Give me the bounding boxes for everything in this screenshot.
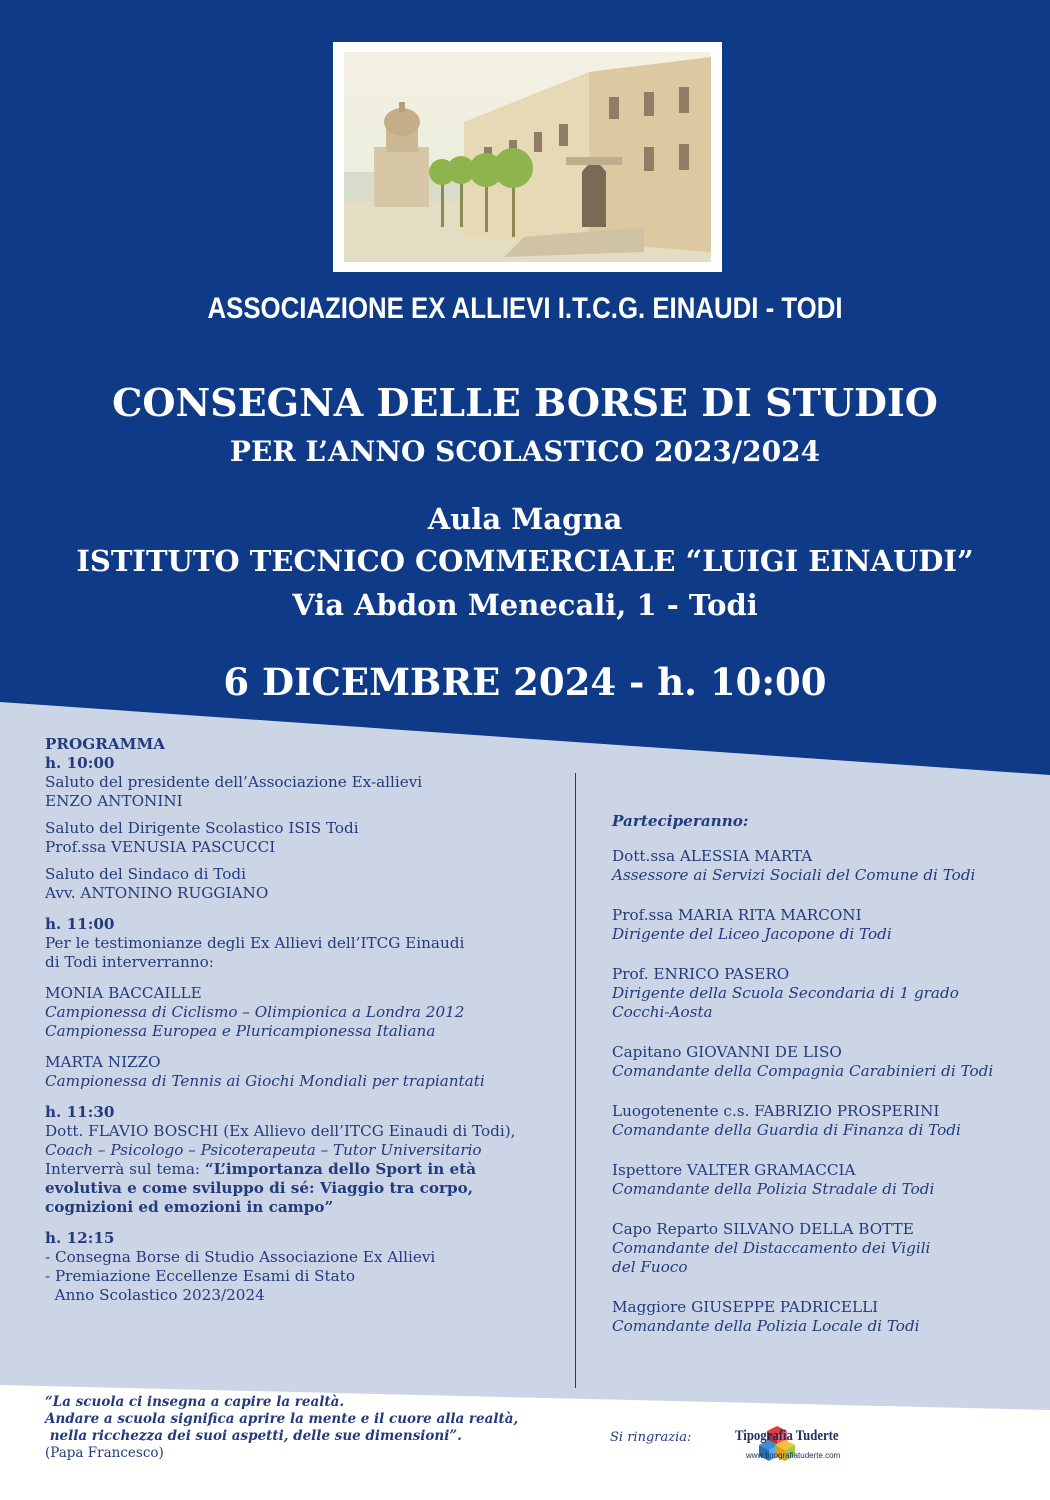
participant-name: Maggiore GIUSEPPE PADRICELLI <box>612 1298 879 1316</box>
participant-name: Prof. ENRICO PASERO <box>612 965 790 983</box>
program-text: ENZO ANTONINI <box>45 792 183 810</box>
quote-author: (Papa Francesco) <box>45 1445 164 1461</box>
participant-name: Prof.ssa MARIA RITA MARCONI <box>612 906 862 924</box>
participant <box>612 1220 1032 1277</box>
quote-line: nella ricchezza dei suoi aspetti, delle sue dimensioni”. <box>45 1428 462 1444</box>
venue-address: Via Abdon Menecali, 1 - Todi <box>292 588 758 622</box>
program-text: Coach – Psicologo – Psicoterapeuta – Tutor Universitario <box>45 1141 482 1159</box>
program-text: Saluto del Dirigente Scolastico ISIS Todi <box>45 819 359 837</box>
participant <box>612 906 1032 944</box>
participant-name: Ispettore VALTER GRAMACCIA <box>612 1161 856 1179</box>
program-text: Campionessa Europea e Pluricampionessa Italiana <box>45 1022 436 1040</box>
participant-role: Assessore ai Servizi Sociali del Comune di Todi <box>612 866 976 884</box>
sponsor-name: Tipografia Tuderte <box>735 1428 839 1444</box>
program-text: - Consegna Borse di Studio Associazione Ex Allievi <box>45 1248 436 1266</box>
program-text: Saluto del Sindaco di Todi <box>45 865 246 883</box>
program-text: - Premiazione Eccellenze Esami di Stato <box>45 1267 355 1285</box>
participant <box>612 965 1032 1022</box>
venue-school: ISTITUTO TECNICO COMMERCIALE “LUIGI EINAUDI” <box>76 544 974 578</box>
time-slot: h. 11:00 <box>45 915 115 933</box>
programma-heading: PROGRAMMA <box>45 735 166 753</box>
partecipanti-heading: Parteciperanno: <box>612 812 749 830</box>
program-text: Per le testimonianze degli Ex Allievi dell’ITCG Einaudi <box>45 934 465 952</box>
participant-role: Comandante del Distaccamento dei Vigili <box>612 1239 931 1257</box>
partecipanti-column <box>612 812 1032 1357</box>
program-text: Anno Scolastico 2023/2024 <box>45 1286 265 1304</box>
participant <box>612 1043 1032 1081</box>
sponsor-url: www.tipografiatuderte.com <box>746 1451 841 1460</box>
participant-name: Luogotenente c.s. FABRIZIO PROSPERINI <box>612 1102 940 1120</box>
participant-role: del Fuoco <box>612 1258 688 1276</box>
participant <box>612 1298 1032 1336</box>
program-text: Campionessa di Ciclismo – Olimpionica a Londra 2012 <box>45 1003 465 1021</box>
venue-room: Aula Magna <box>427 502 623 536</box>
quote-line: “La scuola ci insegna a capire la realtà. <box>45 1394 345 1410</box>
participant-role: Cocchi-Aosta <box>612 1003 713 1021</box>
time-slot: h. 10:00 <box>45 754 115 772</box>
event-title: CONSEGNA DELLE BORSE DI STUDIO <box>112 380 938 425</box>
participant-role: Comandante della Guardia di Finanza di Todi <box>612 1121 961 1139</box>
participant-role: Dirigente della Scuola Secondaria di 1 grado <box>612 984 959 1002</box>
participant-role: Comandante della Polizia Stradale di Todi <box>612 1180 935 1198</box>
participant-name: Capo Reparto SILVANO DELLA BOTTE <box>612 1220 914 1238</box>
program-text: Dott. FLAVIO BOSCHI (Ex Allievo dell’ITCG Einaudi di Todi), <box>45 1122 516 1140</box>
program-text: Campionessa di Tennis ai Giochi Mondiali per trapiantati <box>45 1072 485 1090</box>
participant <box>612 847 1032 885</box>
time-slot: h. 11:30 <box>45 1103 115 1121</box>
participant <box>612 1102 1032 1140</box>
program-text: cognizioni ed emozioni in campo” <box>45 1198 334 1216</box>
pope-quote <box>45 1394 518 1462</box>
quote-line: Andare a scuola significa aprire la mente e il cuore alla realtà, <box>45 1411 519 1427</box>
column-divider <box>575 773 576 1388</box>
program-text: Saluto del presidente dell’Associazione Ex-allievi <box>45 773 423 791</box>
program-text: MONIA BACCAILLE <box>45 984 202 1002</box>
program-text: Interverrà sul tema: “L’importanza dello Sport in età <box>45 1160 477 1178</box>
participant <box>612 1161 1032 1199</box>
association-name: ASSOCIAZIONE EX ALLIEVI I.T.C.G. EINAUDI - TODI <box>207 292 843 325</box>
thanks-label: Si ringrazia: <box>610 1430 692 1445</box>
participant-name: Dott.ssa ALESSIA MARTA <box>612 847 813 865</box>
program-text: MARTA NIZZO <box>45 1053 161 1071</box>
event-date: 6 DICEMBRE 2024 - h. 10:00 <box>223 660 827 704</box>
programma-column <box>45 735 565 1305</box>
program-text: di Todi interverranno: <box>45 953 214 971</box>
participant-role: Dirigente del Liceo Jacopone di Todi <box>612 925 892 943</box>
program-text: Avv. ANTONINO RUGGIANO <box>45 884 269 902</box>
school-building-illustration <box>333 42 722 272</box>
participant-role: Comandante della Polizia Locale di Todi <box>612 1317 920 1335</box>
program-text: evolutiva e come sviluppo di sé: Viaggio tra corpo, <box>45 1179 474 1197</box>
event-subtitle: PER L’ANNO SCOLASTICO 2023/2024 <box>229 435 821 468</box>
participant-name: Capitano GIOVANNI DE LISO <box>612 1043 842 1061</box>
participant-role: Comandante della Compagnia Carabinieri di Todi <box>612 1062 994 1080</box>
program-text: Prof.ssa VENUSIA PASCUCCI <box>45 838 276 856</box>
time-slot: h. 12:15 <box>45 1229 115 1247</box>
